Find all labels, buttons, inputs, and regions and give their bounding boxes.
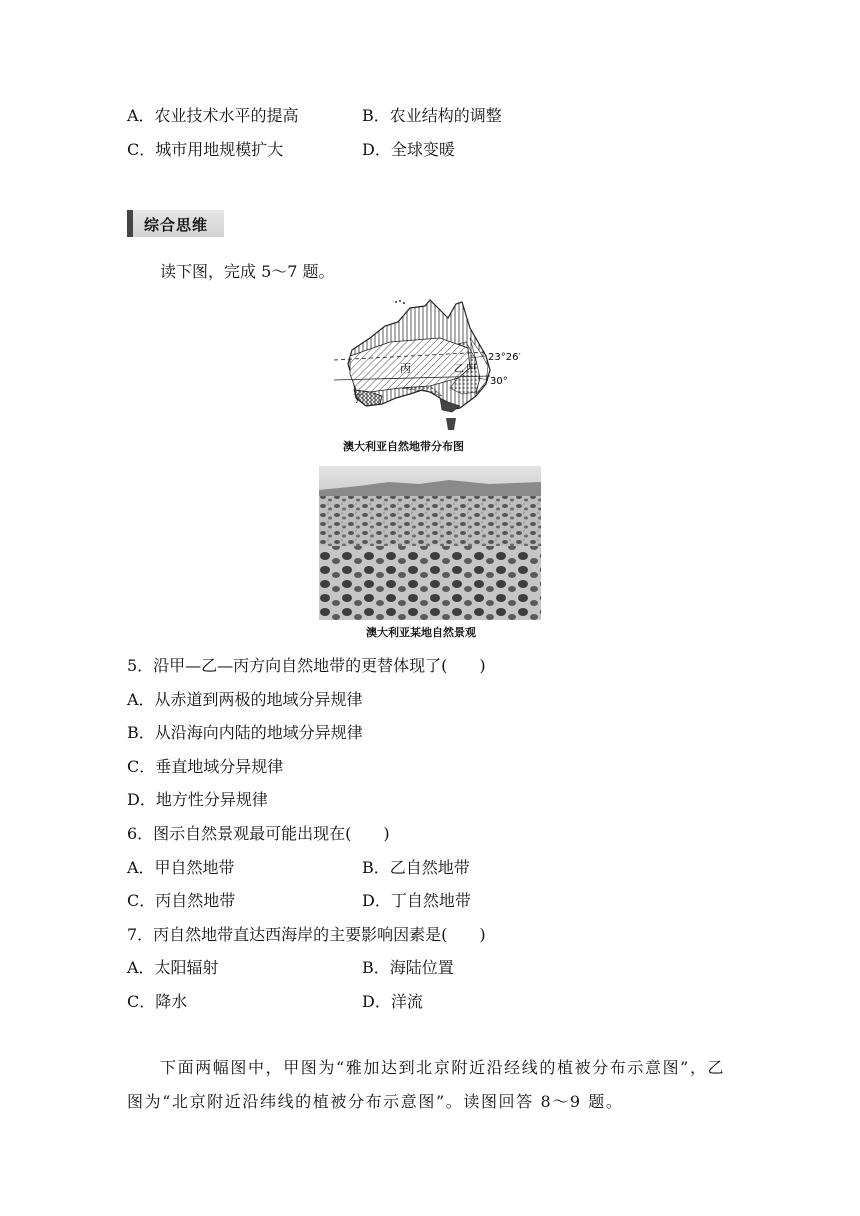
label-bing: 丙: [400, 362, 411, 375]
tasmania: [446, 418, 456, 430]
q7-option-d: D．洋流: [362, 992, 423, 1011]
intro-text: 读下图，完成 5～7 题。: [160, 262, 335, 281]
q5-option-d: D．地方性分异规律: [127, 790, 268, 809]
q6-option-d: D．丁自然地带: [362, 891, 471, 910]
q7-option-c: C．降水: [127, 992, 188, 1011]
section-header: [127, 210, 224, 237]
section-title: 综合思维: [144, 216, 209, 234]
q6-stem: 6．图示自然景观最可能出现在( ): [127, 824, 390, 843]
label-yi: 乙: [454, 364, 464, 375]
q6-option-a: A．甲自然地带: [127, 858, 235, 877]
q6-option-c: C．丙自然地带: [127, 891, 236, 910]
landscape-photo: [319, 466, 541, 620]
q4-option-d: D．全球变暖: [362, 140, 455, 159]
q7-stem: 7．丙自然地带直达西海岸的主要影响因素是( ): [127, 925, 486, 944]
section-marker: [127, 210, 133, 237]
closing-line-2: 图为“北京附近沿纬线的植被分布示意图”。读图回答 8～9 题。: [127, 1092, 624, 1111]
photo-caption: 澳大利亚某地自然景观: [366, 626, 476, 639]
map-caption: 澳大利亚自然地带分布图: [343, 440, 464, 453]
closing-line-1: 下面两幅图中，甲图为“雅加达到北京附近沿经线的植被分布示意图”，乙: [160, 1058, 726, 1077]
q7-option-b: B．海陆位置: [362, 958, 454, 977]
q5-option-c: C．垂直地域分异规律: [127, 757, 284, 776]
q7-option-a: A．太阳辐射: [127, 958, 219, 977]
label-lat-tropic: 23°26′: [488, 352, 521, 363]
q4-option-b: B．农业结构的调整: [362, 106, 502, 125]
q5-option-b: B．从沿海向内陆的地域分异规律: [127, 723, 363, 742]
australia-zone-map: [330, 298, 540, 438]
label-jia: 甲: [466, 364, 476, 375]
label-lat-30: 30°: [490, 376, 508, 387]
q5-option-a: A．从赤道到两极的地域分异规律: [127, 690, 363, 709]
q5-stem: 5．沿甲—乙—丙方向自然地带的更替体现了( ): [127, 656, 486, 675]
q4-option-c: C．城市用地规模扩大: [127, 140, 284, 159]
label-ding: 丁: [352, 394, 362, 405]
q4-option-a: A．农业技术水平的提高: [127, 106, 299, 125]
q6-option-b: B．乙自然地带: [362, 858, 470, 877]
